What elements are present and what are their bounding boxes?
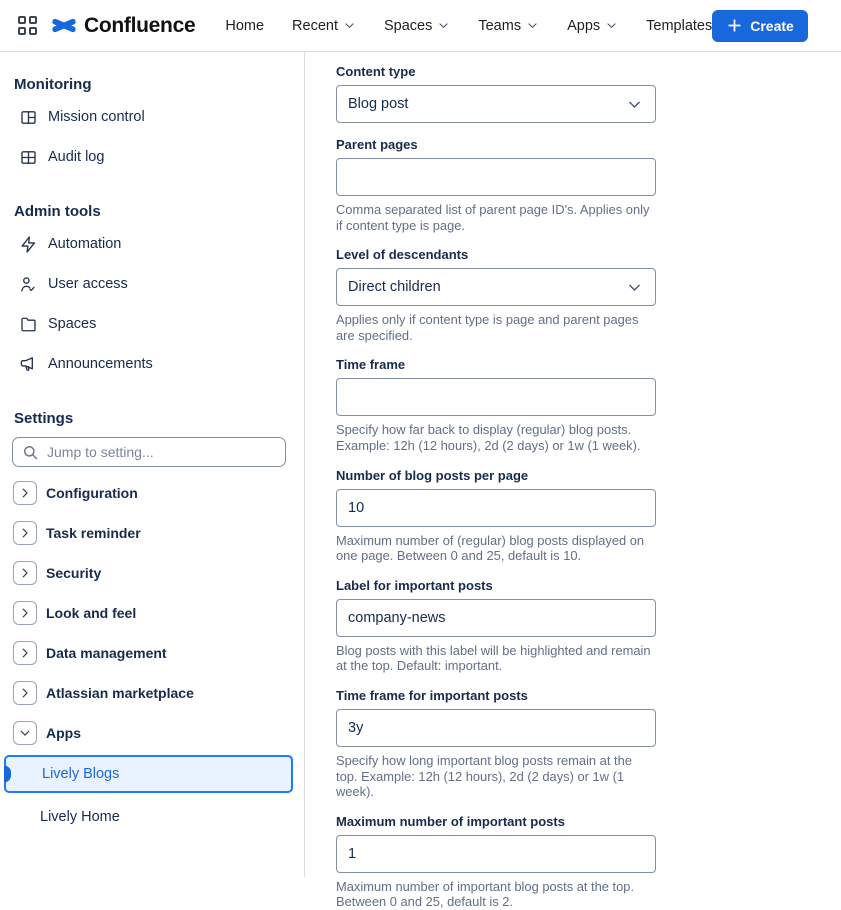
field-help-text: Maximum number of important blog posts at the top. Between 0 and 25, default is 2. [336,878,635,910]
settings-group-label: Apps [46,725,81,741]
field-label: Content type [336,64,416,79]
time-frame-for-important-posts-input[interactable] [336,709,656,747]
nav-item-recent[interactable] [292,18,356,34]
sidebar-item-lively-home[interactable] [12,797,292,837]
form-field-parent-pages [336,137,656,233]
time-frame-input[interactable] [336,378,656,416]
field-label: Time frame for important posts [336,687,528,703]
form-field-time-frame-for-important-posts [336,688,656,800]
chevron-right-icon[interactable] [13,641,37,665]
settings-group-label: Configuration [46,485,138,501]
settings-group-task-reminder[interactable] [12,513,292,553]
field-label: Maximum number of important posts [336,813,565,829]
form-field-level-of-descendants [336,247,656,343]
user-access-icon [18,274,38,294]
maximum-number-of-important-posts-input[interactable] [336,835,656,873]
settings-group-label: Atlassian marketplace [46,685,194,701]
chevron-right-icon[interactable] [13,561,37,585]
content-type-select[interactable] [336,85,656,123]
form-field-label-for-important-posts [336,578,656,674]
search-icon [22,444,39,466]
select-value: Direct children [348,279,441,296]
automation-icon [18,234,38,254]
sidebar-item-label: Mission control [48,109,145,125]
number-of-blog-posts-per-page-input[interactable] [336,489,656,527]
sidebar-item-label: Audit log [48,149,105,165]
sidebar-item-lively-blogs[interactable] [4,755,293,793]
nav-item-spaces[interactable] [384,18,450,34]
admin-sidebar [0,52,305,877]
chevron-right-icon[interactable] [13,601,37,625]
create-button[interactable] [712,10,808,42]
settings-group-label: Security [46,565,102,581]
field-help-text: Blog posts with this label will be highlighted and remain at the top. Default: important. [336,642,651,674]
form-field-content-type [336,64,656,123]
sidebar-item-audit-log[interactable] [12,137,292,177]
sidebar-item-user-access[interactable] [12,264,292,304]
settings-form-panel [305,52,841,910]
sidebar-section-admin-tools [12,203,292,384]
settings-group-data-management[interactable] [12,633,292,673]
chevron-down-icon [600,19,618,32]
jump-to-setting-input[interactable] [12,437,286,467]
confluence-wordmark: Confluence [84,13,196,37]
settings-group-label: Task reminder [46,525,141,541]
settings-heading: Settings [14,410,74,427]
nav-item-label: Apps [567,17,601,34]
form-field-number-of-blog-posts-per-page [336,468,656,564]
nav-item-apps[interactable] [567,18,618,34]
chevron-down-icon[interactable] [13,721,37,745]
field-help-text: Specify how long important blog posts remain at the top. Example: 12h (12 hours), 2d (2 days) or 1w (1 week). [336,752,632,800]
sidebar-item-label: Announcements [48,356,153,372]
chevron-down-icon [432,19,450,32]
level-of-descendants-select[interactable] [336,268,656,306]
app-switcher-icon[interactable] [18,16,37,35]
nav-item-label: Teams [478,17,522,34]
settings-group-apps[interactable] [12,713,292,753]
settings-section [12,410,292,837]
field-help-text: Applies only if content type is page and parent pages are specified. [336,312,639,343]
settings-group-label: Data management [46,645,167,661]
plus-icon [726,17,743,34]
field-label: Number of blog posts per page [336,467,529,483]
primary-navigation [225,18,712,34]
field-help-text: Specify how far back to display (regular) blog posts. Example: 12h (12 hours), 2d (2 days) or 1w (1 week). [336,422,641,453]
field-help-text: Maximum number of (regular) blog posts displayed on one page. Between 0 and 25, default is 10. [336,532,645,564]
settings-search [12,437,292,467]
sidebar-item-label: User access [48,276,128,292]
sidebar-item-announcements[interactable] [12,344,292,384]
nav-item-teams[interactable] [478,18,539,34]
settings-group-look-and-feel[interactable] [12,593,292,633]
field-label: Time frame [336,357,406,373]
nav-item-label: Home [225,17,265,34]
sidebar-item-mission-control[interactable] [12,97,292,137]
selected-indicator [4,766,11,783]
sidebar-item-automation[interactable] [12,224,292,264]
settings-group-label: Look and feel [46,605,137,621]
nav-item-home[interactable] [225,18,264,34]
chevron-right-icon[interactable] [13,481,37,505]
chevron-down-icon [521,19,539,32]
settings-group-security[interactable] [12,553,292,593]
confluence-logo-icon [51,14,77,37]
field-label: Level of descendants [336,247,469,263]
confluence-logo[interactable] [51,14,195,38]
section-heading: Admin tools [14,203,101,220]
form-field-maximum-number-of-important-posts [336,814,656,910]
spaces-icon [18,314,38,334]
field-label: Label for important posts [336,577,493,593]
top-navbar [0,0,841,52]
sidebar-item-label: Automation [48,236,122,252]
label-for-important-posts-input[interactable] [336,599,656,637]
parent-pages-input[interactable] [336,158,656,196]
chevron-right-icon[interactable] [13,521,37,545]
form-field-time-frame [336,357,656,453]
sidebar-item-label: Lively Blogs [42,766,120,782]
chevron-down-icon [626,279,643,296]
create-button-label: Create [750,17,794,34]
settings-group-configuration[interactable] [12,473,292,513]
sidebar-item-label: Lively Home [40,809,120,825]
nav-item-label: Spaces [383,17,433,34]
sidebar-item-label: Spaces [48,316,97,332]
nav-item-label: Templates [646,17,713,34]
sidebar-item-spaces[interactable] [12,304,292,344]
nav-item-label: Recent [292,17,338,34]
mission-control-icon [18,107,38,127]
nav-item-templates[interactable] [646,18,712,34]
announcements-icon [18,354,38,374]
chevron-down-icon [626,96,643,113]
sidebar-section-monitoring [12,76,292,177]
audit-log-icon [18,147,38,167]
field-label: Parent pages [336,137,418,152]
section-heading: Monitoring [14,76,92,93]
select-value: Blog post [348,96,409,112]
chevron-right-icon[interactable] [13,681,37,705]
chevron-down-icon [338,19,356,32]
settings-group-atlassian-marketplace[interactable] [12,673,292,713]
field-help-text: Comma separated list of parent page ID's. Applies only if content type is page. [336,202,650,233]
